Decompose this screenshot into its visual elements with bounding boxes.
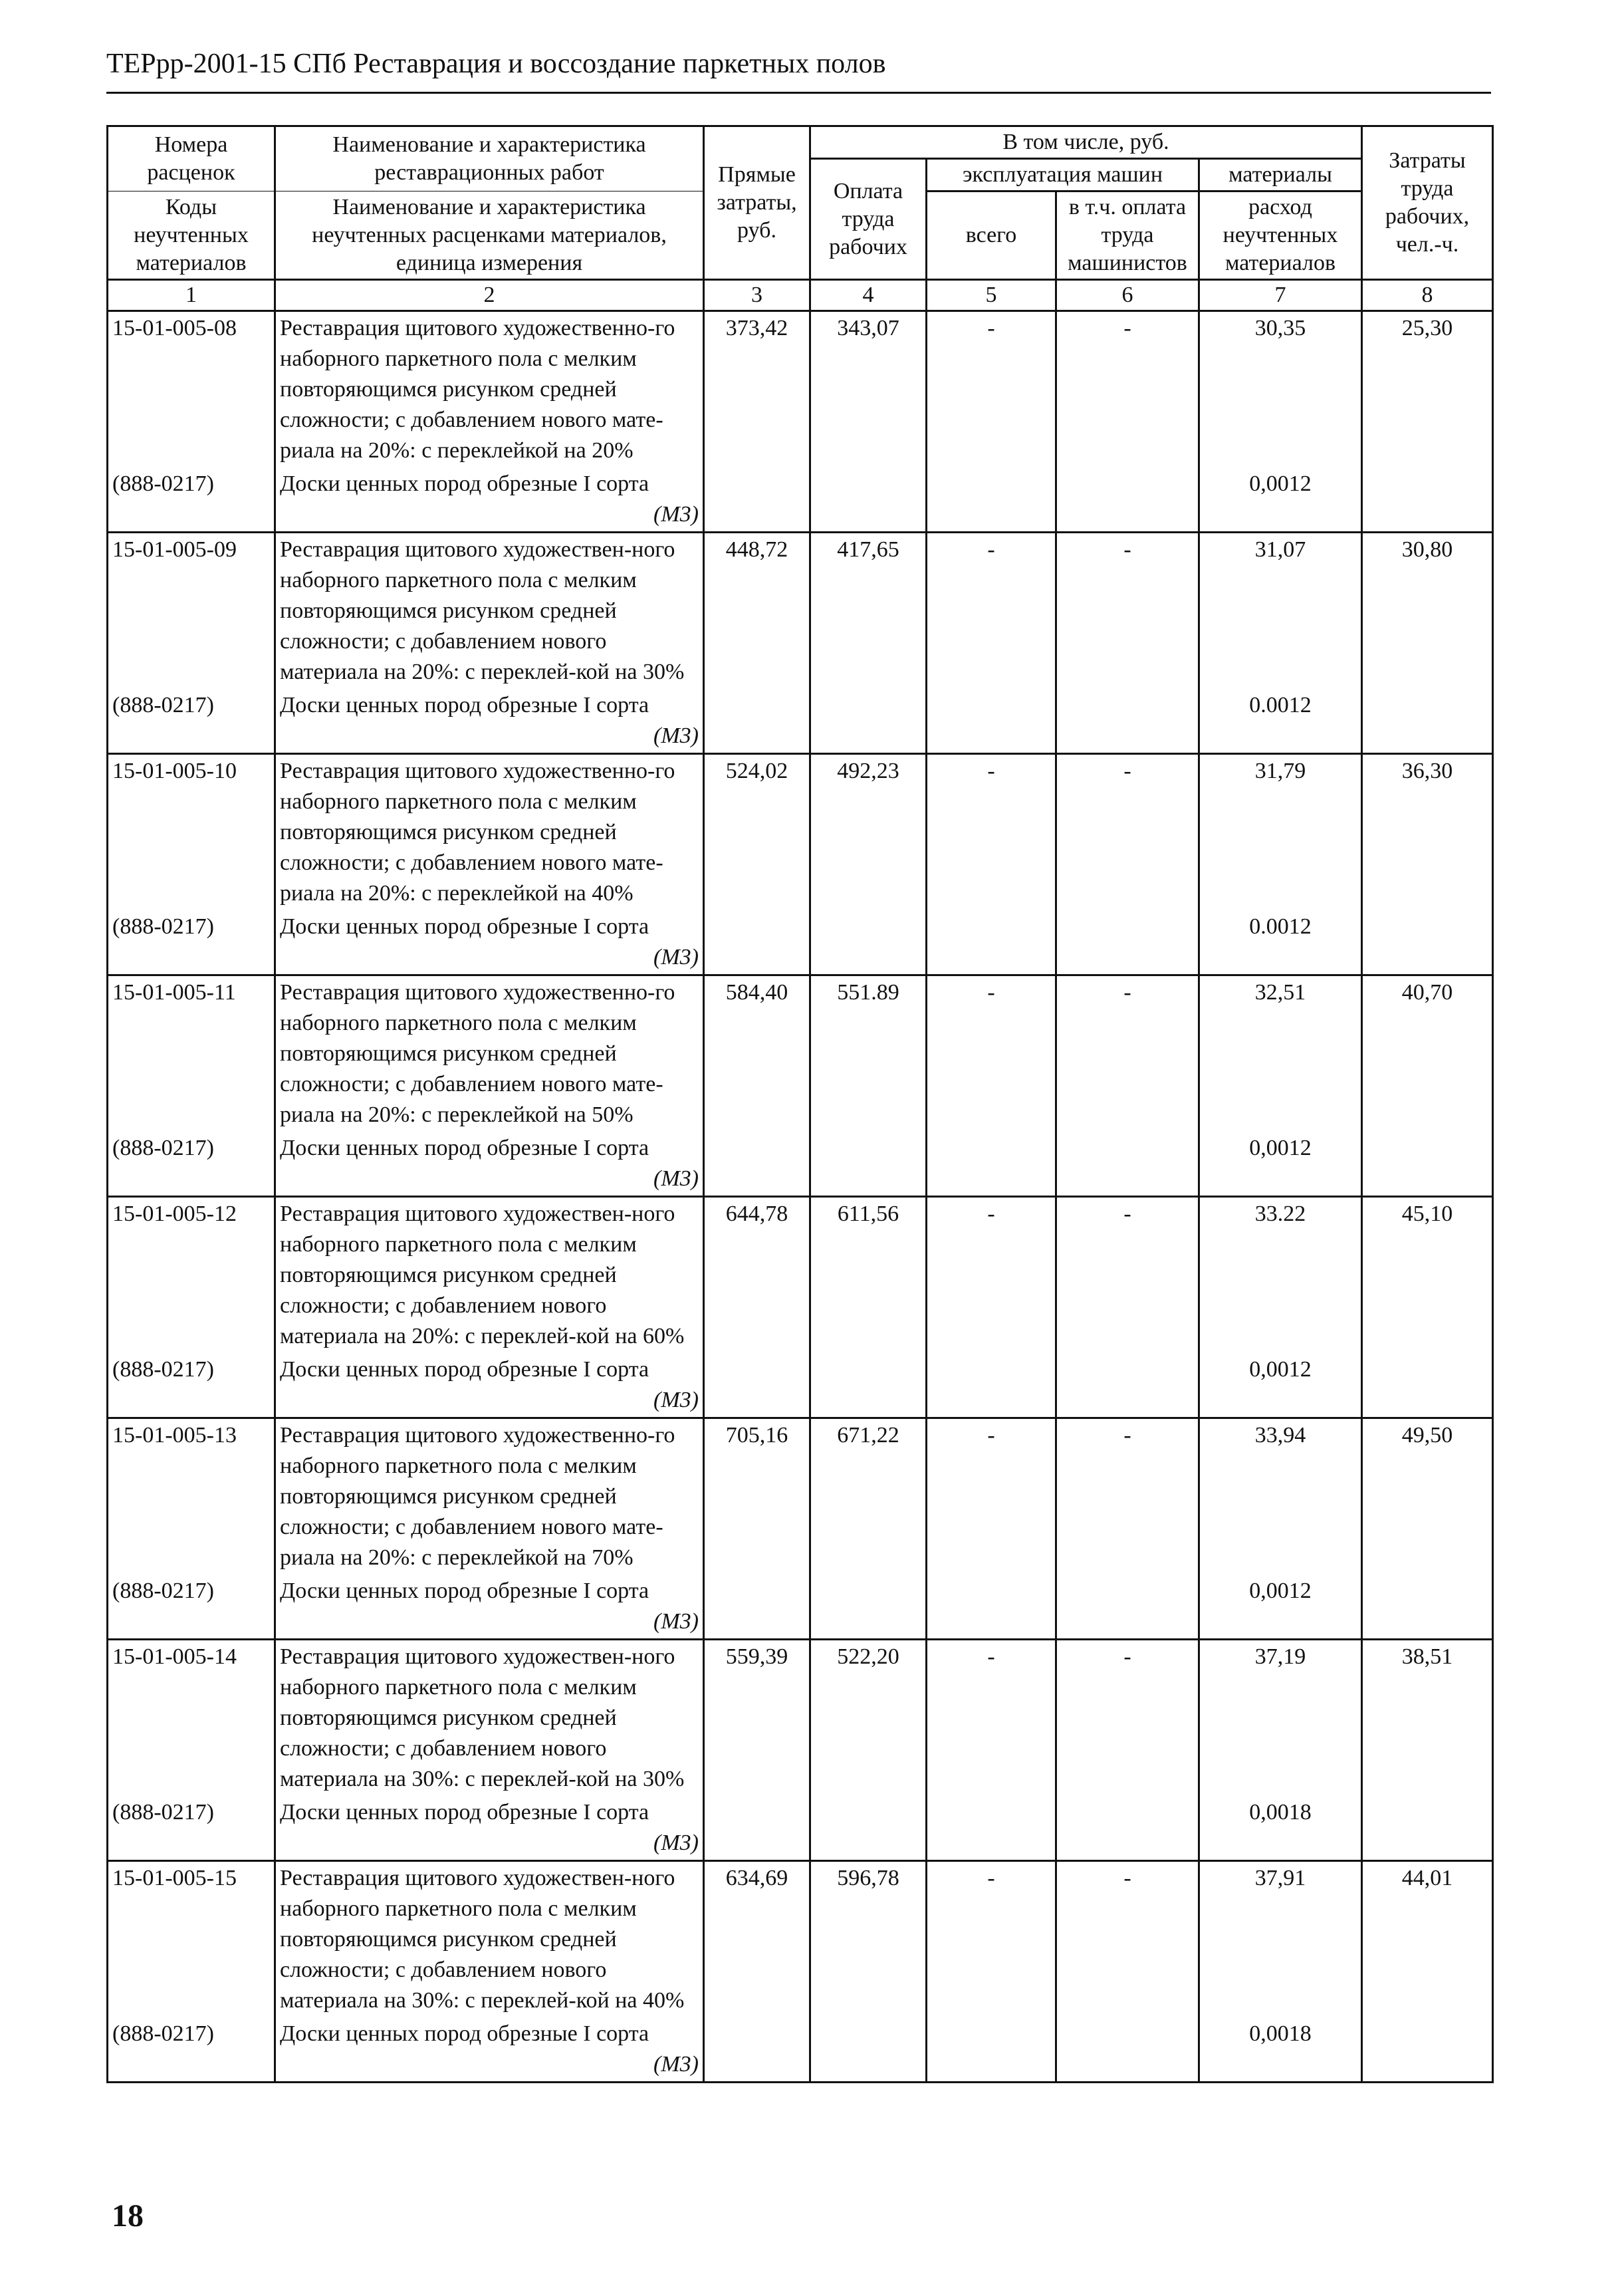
table-body <box>108 311 1493 2083</box>
rate-code: 15-01-005-13 <box>108 1418 275 1575</box>
table-row <box>108 1197 1493 1354</box>
materials-cost: 33.22 <box>1199 1197 1362 1354</box>
rate-code: 15-01-005-08 <box>108 311 275 468</box>
material-quantity: 0,0012 <box>1199 1353 1362 1418</box>
work-description: Реставрация щитового художествен-ного наборного паркетного пола с мелким повторяющимся рисунком средней сложности; с добавлением нового материала на 20%: с переклей-кой на 30% <box>275 533 704 690</box>
empty-cell <box>1056 1796 1199 1861</box>
column-number: 7 <box>1199 280 1362 311</box>
labor-hours: 44,01 <box>1362 1861 1493 2018</box>
empty-cell <box>927 467 1056 533</box>
direct-cost: 584,40 <box>704 975 810 1132</box>
empty-cell <box>927 2017 1056 2083</box>
machines-total: - <box>927 1861 1056 2018</box>
direct-cost: 524,02 <box>704 754 810 911</box>
material-code: (888-0217) <box>108 1575 275 1640</box>
work-description: Реставрация щитового художественно-го наборного паркетного пола с мелким повторяющимся рисунком средней сложности; с добавлением нового мате-риала на 20%: с переклейкой на 40% <box>275 754 704 911</box>
work-description: Реставрация щитового художественно-го наборного паркетного пола с мелким повторяющимся рисунком средней сложности; с добавлением нового мате-риала на 20%: с переклейкой на 50% <box>275 975 704 1132</box>
column-number: 4 <box>810 280 927 311</box>
empty-cell <box>704 1575 810 1640</box>
empty-cell <box>810 2017 927 2083</box>
empty-cell <box>1056 689 1199 754</box>
material-code: (888-0217) <box>108 467 275 533</box>
head-direct: Прямые затраты, руб. <box>704 126 810 280</box>
material-code: (888-0217) <box>108 910 275 975</box>
material-row <box>108 689 1493 754</box>
materials-cost: 31,07 <box>1199 533 1362 690</box>
material-quantity: 0,0012 <box>1199 467 1362 533</box>
direct-cost: 559,39 <box>704 1640 810 1797</box>
material-code: (888-0217) <box>108 1353 275 1418</box>
labor-hours: 30,80 <box>1362 533 1493 690</box>
empty-cell <box>1056 910 1199 975</box>
direct-cost: 448,72 <box>704 533 810 690</box>
empty-cell <box>927 1132 1056 1197</box>
empty-cell <box>927 1575 1056 1640</box>
empty-cell <box>810 1132 927 1197</box>
material-name: Доски ценных пород обрезные I сорта <box>280 1136 649 1160</box>
empty-cell <box>1362 1575 1493 1640</box>
material-cell <box>275 689 704 754</box>
labor-pay: 596,78 <box>810 1861 927 2018</box>
empty-cell <box>927 910 1056 975</box>
material-code: (888-0217) <box>108 1796 275 1861</box>
material-unit: (М3) <box>653 1166 699 1191</box>
materials-cost: 37,91 <box>1199 1861 1362 2018</box>
material-row <box>108 1132 1493 1197</box>
empty-cell <box>927 1353 1056 1418</box>
material-row <box>108 2017 1493 2083</box>
material-row <box>108 1575 1493 1640</box>
machines-pay: - <box>1056 1418 1199 1575</box>
material-row <box>108 1796 1493 1861</box>
column-number: 8 <box>1362 280 1493 311</box>
materials-cost: 33,94 <box>1199 1418 1362 1575</box>
material-name: Доски ценных пород обрезные I сорта <box>280 471 649 496</box>
empty-cell <box>704 467 810 533</box>
machines-total: - <box>927 754 1056 911</box>
head-codes-top: Номера расценок <box>108 126 275 191</box>
head-materials: материалы <box>1199 159 1362 191</box>
work-description: Реставрация щитового художествен-ного наборного паркетного пола с мелким повторяющимся рисунком средней сложности; с добавлением нового материала на 30%: с переклей-кой на 30% <box>275 1640 704 1797</box>
labor-hours: 40,70 <box>1362 975 1493 1132</box>
table-row <box>108 975 1493 1132</box>
empty-cell <box>810 1353 927 1418</box>
machines-pay: - <box>1056 311 1199 468</box>
machines-pay: - <box>1056 1640 1199 1797</box>
labor-hours: 25,30 <box>1362 311 1493 468</box>
empty-cell <box>704 689 810 754</box>
empty-cell <box>704 1353 810 1418</box>
empty-cell <box>1362 1796 1493 1861</box>
head-machines: эксплуатация машин <box>927 159 1199 191</box>
empty-cell <box>1056 2017 1199 2083</box>
column-number: 3 <box>704 280 810 311</box>
rate-code: 15-01-005-15 <box>108 1861 275 2018</box>
empty-cell <box>1056 1575 1199 1640</box>
empty-cell <box>704 910 810 975</box>
machines-pay: - <box>1056 975 1199 1132</box>
material-name: Доски ценных пород обрезные I сорта <box>280 2021 649 2046</box>
materials-cost: 30,35 <box>1199 311 1362 468</box>
table-row <box>108 1418 1493 1575</box>
empty-cell <box>704 1796 810 1861</box>
empty-cell <box>704 2017 810 2083</box>
page-number: 18 <box>112 2198 144 2233</box>
column-number: 6 <box>1056 280 1199 311</box>
materials-cost: 32,51 <box>1199 975 1362 1132</box>
empty-cell <box>1362 2017 1493 2083</box>
empty-cell <box>810 910 927 975</box>
material-quantity: 0.0012 <box>1199 910 1362 975</box>
empty-cell <box>810 467 927 533</box>
material-code: (888-0217) <box>108 2017 275 2083</box>
column-numbers-row <box>108 280 1493 311</box>
work-description: Реставрация щитового художествен-ного наборного паркетного пола с мелким повторяющимся рисунком средней сложности; с добавлением нового материала на 20%: с переклей-кой на 60% <box>275 1197 704 1354</box>
machines-total: - <box>927 311 1056 468</box>
direct-cost: 644,78 <box>704 1197 810 1354</box>
rate-code: 15-01-005-10 <box>108 754 275 911</box>
machines-total: - <box>927 533 1056 690</box>
material-unit: (М3) <box>653 2052 699 2077</box>
labor-hours: 38,51 <box>1362 1640 1493 1797</box>
material-code: (888-0217) <box>108 1132 275 1197</box>
machines-pay: - <box>1056 533 1199 690</box>
material-quantity: 0,0012 <box>1199 1132 1362 1197</box>
rates-table <box>106 125 1494 2083</box>
empty-cell <box>927 1796 1056 1861</box>
machines-total: - <box>927 1197 1056 1354</box>
empty-cell <box>704 1132 810 1197</box>
material-row <box>108 467 1493 533</box>
empty-cell <box>1056 1132 1199 1197</box>
material-name: Доски ценных пород обрезные I сорта <box>280 1579 649 1603</box>
empty-cell <box>810 1575 927 1640</box>
material-unit: (М3) <box>653 945 699 969</box>
table-head <box>108 126 1493 311</box>
column-number: 1 <box>108 280 275 311</box>
empty-cell <box>1362 467 1493 533</box>
rate-code: 15-01-005-12 <box>108 1197 275 1354</box>
table-row <box>108 311 1493 468</box>
rate-code: 15-01-005-09 <box>108 533 275 690</box>
table-row <box>108 754 1493 911</box>
material-cell <box>275 2017 704 2083</box>
empty-cell <box>927 689 1056 754</box>
head-labor-pay: Оплата труда рабочих <box>810 159 927 280</box>
material-quantity: 0.0012 <box>1199 689 1362 754</box>
work-description: Реставрация щитового художественно-го наборного паркетного пола с мелким повторяющимся рисунком средней сложности; с добавлением нового мате-риала на 20%: с переклейкой на 20% <box>275 311 704 468</box>
material-cell <box>275 910 704 975</box>
labor-hours: 36,30 <box>1362 754 1493 911</box>
head-machines-total: всего <box>927 191 1056 280</box>
material-name: Доски ценных пород обрезные I сорта <box>280 1357 649 1382</box>
material-unit: (М3) <box>653 723 699 748</box>
header-divider <box>106 92 1491 94</box>
work-description: Реставрация щитового художествен-ного наборного паркетного пола с мелким повторяющимся рисунком средней сложности; с добавлением нового материала на 30%: с переклей-кой на 40% <box>275 1861 704 2018</box>
machines-total: - <box>927 975 1056 1132</box>
rate-code: 15-01-005-14 <box>108 1640 275 1797</box>
empty-cell <box>1362 1132 1493 1197</box>
empty-cell <box>810 1796 927 1861</box>
work-description: Реставрация щитового художественно-го наборного паркетного пола с мелким повторяющимся рисунком средней сложности; с добавлением нового мате-риала на 20%: с переклейкой на 70% <box>275 1418 704 1575</box>
empty-cell <box>810 689 927 754</box>
empty-cell <box>1362 689 1493 754</box>
material-cell <box>275 1353 704 1418</box>
direct-cost: 705,16 <box>704 1418 810 1575</box>
material-quantity: 0,0018 <box>1199 2017 1362 2083</box>
labor-pay: 343,07 <box>810 311 927 468</box>
labor-pay: 522,20 <box>810 1640 927 1797</box>
page-header-title: ТЕРрр-2001-15 СПб Реставрация и воссоздание паркетных полов <box>106 49 886 79</box>
table-row <box>108 1640 1493 1797</box>
materials-cost: 31,79 <box>1199 754 1362 911</box>
machines-pay: - <box>1056 1197 1199 1354</box>
head-codes-bottom: Коды неучтенных материалов <box>108 191 275 280</box>
material-cell <box>275 1796 704 1861</box>
column-number: 2 <box>275 280 704 311</box>
machines-total: - <box>927 1418 1056 1575</box>
machines-total: - <box>927 1640 1056 1797</box>
machines-pay: - <box>1056 754 1199 911</box>
column-number: 5 <box>927 280 1056 311</box>
material-unit: (М3) <box>653 502 699 527</box>
material-cell <box>275 1132 704 1197</box>
material-row <box>108 1353 1493 1418</box>
head-name-bottom: Наименование и характеристика неучтенных расценками материалов, единица измерения <box>275 191 704 280</box>
empty-cell <box>1056 1353 1199 1418</box>
labor-pay: 492,23 <box>810 754 927 911</box>
material-unit: (М3) <box>653 1609 699 1634</box>
material-quantity: 0,0018 <box>1199 1796 1362 1861</box>
labor-pay: 671,22 <box>810 1418 927 1575</box>
direct-cost: 634,69 <box>704 1861 810 2018</box>
labor-pay: 611,56 <box>810 1197 927 1354</box>
material-unit: (М3) <box>653 1831 699 1855</box>
material-name: Доски ценных пород обрезные I сорта <box>280 693 649 717</box>
labor-hours: 49,50 <box>1362 1418 1493 1575</box>
material-name: Доски ценных пород обрезные I сорта <box>280 1800 649 1825</box>
table-row <box>108 533 1493 690</box>
material-name: Доски ценных пород обрезные I сорта <box>280 914 649 939</box>
labor-hours: 45,10 <box>1362 1197 1493 1354</box>
material-quantity: 0,0012 <box>1199 1575 1362 1640</box>
machines-pay: - <box>1056 1861 1199 2018</box>
table-row <box>108 1861 1493 2018</box>
labor-pay: 417,65 <box>810 533 927 690</box>
material-cell <box>275 467 704 533</box>
material-code: (888-0217) <box>108 689 275 754</box>
empty-cell <box>1362 910 1493 975</box>
material-unit: (М3) <box>653 1388 699 1412</box>
head-machines-pay: в т.ч. оплата труда машинистов <box>1056 191 1199 280</box>
empty-cell <box>1056 467 1199 533</box>
head-labor-cost: Затраты труда рабочих, чел.-ч. <box>1362 126 1493 280</box>
rate-code: 15-01-005-11 <box>108 975 275 1132</box>
head-name-top: Наименование и характеристика реставрационных работ <box>275 126 704 191</box>
labor-pay: 551.89 <box>810 975 927 1132</box>
direct-cost: 373,42 <box>704 311 810 468</box>
head-incl: В том числе, руб. <box>810 126 1362 159</box>
head-materials-use: расход неучтенных материалов <box>1199 191 1362 280</box>
empty-cell <box>1362 1353 1493 1418</box>
materials-cost: 37,19 <box>1199 1640 1362 1797</box>
material-cell <box>275 1575 704 1640</box>
material-row <box>108 910 1493 975</box>
